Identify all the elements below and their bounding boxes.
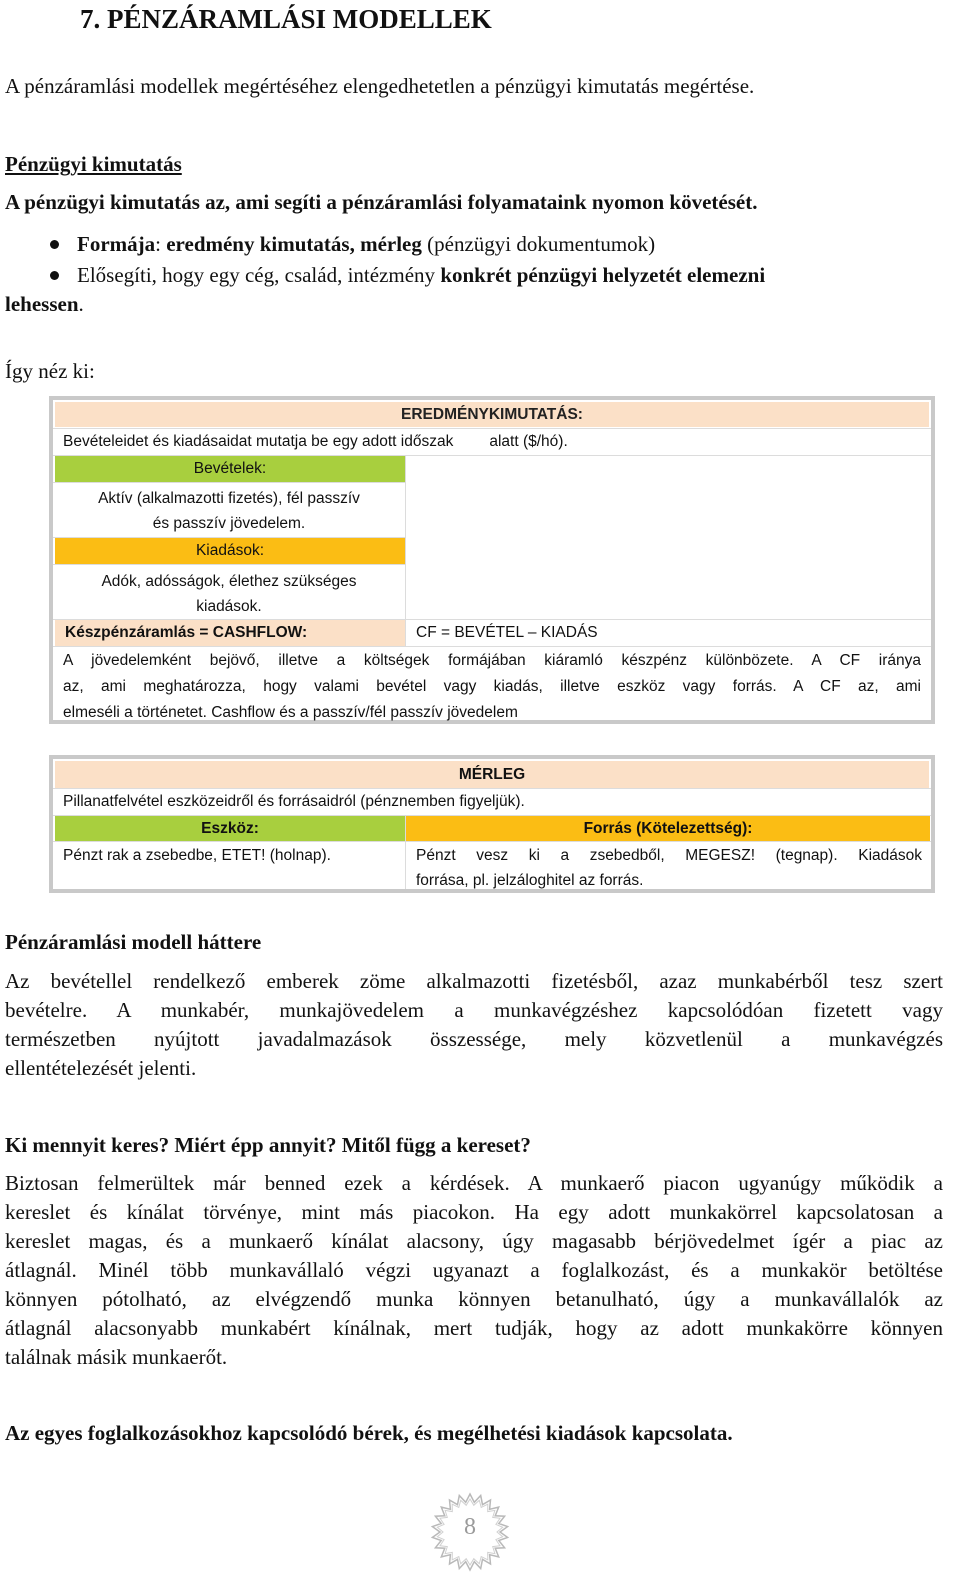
cashflow-description: A jövedelemként bejövő, illetve a költségek formájában kiáramló készpénz különbözete. A CF iránya az, ami meghatározza, hogy valami bevétel vagy kiadás, illetve eszköz vagy forrás. A CF az, ami elmeséli a történetet. Cashflow és a passzív/fél passzív jövedelem — [63, 652, 921, 721]
balance-sheet-subtitle: Pillanatfelvétel eszközeidről és forrásaidról (pénznemben figyeljük). — [63, 793, 525, 810]
expense-header: Kiadások: — [55, 538, 405, 564]
page-number: 8 — [464, 1514, 476, 1540]
bullet-item-form: Formája: eredmény kimutatás, mérleg (pénzügyi dokumentumok) — [50, 230, 655, 259]
bullet-icon — [50, 240, 59, 249]
income-statement-box — [49, 396, 935, 724]
revenue-header: Bevételek: — [55, 456, 405, 482]
cashflow-label: Készpénzáramlás = CASHFLOW: — [55, 620, 405, 646]
cashflow-formula: CF = BEVÉTEL – KIADÁS — [416, 624, 598, 641]
section-heading-background: Pénzáramlási modell háttere — [5, 930, 262, 954]
looks-like-label: Így néz ki: — [5, 359, 95, 383]
balance-sheet-box — [49, 755, 935, 893]
liability-description: Pénzt vesz ki a zsebedből, MEGESZ! (tegnap). Kiadások forrása, pl. jelzáloghitel az forrás. — [416, 847, 922, 889]
bullet-icon — [50, 271, 59, 280]
chapter-title: 7. PÉNZÁRAMLÁSI MODELLEK — [80, 4, 492, 34]
income-statement-title: EREDMÉNYKIMUTATÁS: — [55, 402, 929, 427]
earnings-paragraph: Biztosan felmerültek már benned ezek a kérdések. A munkaerő piacon ugyanúgy működik a kereslet és kínálat törvénye, mint más piacokon. Ha egy adott munkakörrel kapcsolatosan a kereslet magas, és a munkaerő kínálat alacsony, úgy magasabb bérjövedelmet ígér a piac az átlagnál. Minél több munkavállaló végzi ugyanazt a foglalkozást, és a munkakör betöltése könnyen pótolható, az elvégzendő munka könnyen betanulható, úgy a munkavállalók az átlagnál alacsonyabb munkabért kínálnak, mert tudják, hogy az adott munkakörre könnyen találnak másik munkaerőt. — [5, 1171, 943, 1369]
page-number-badge — [420, 1492, 520, 1572]
income-statement-subtitle: Bevételeidet és kiadásaidat mutatja be egy adott időszak alatt ($/hó). — [63, 433, 568, 450]
bullet-item-purpose: Elősegíti, hogy egy cég, család, intézmény konkrét pénzügyi helyzetét elemezni — [50, 261, 765, 290]
asset-header: Eszköz: — [55, 816, 405, 841]
intro-paragraph: A pénzáramlási modellek megértéséhez elengedhetetlen a pénzügyi kimutatás megértése. — [5, 74, 755, 98]
revenue-description: Aktív (alkalmazotti fizetés), fél passzív és passzív jövedelem. — [98, 490, 360, 532]
asset-description: Pénzt rak a zsebedbe, ETET! (holnap). — [63, 847, 331, 864]
liability-header: Forrás (Kötelezettség): — [406, 816, 930, 841]
section-lead: A pénzügyi kimutatás az, ami segíti a pénzáramlási folyamataink nyomon követését. — [5, 190, 758, 214]
section-heading-wages: Az egyes foglalkozásokhoz kapcsolódó bérek, és megélhetési kiadások kapcsolata. — [5, 1421, 733, 1445]
balance-sheet-title: MÉRLEG — [55, 761, 929, 788]
bullet-item-purpose-continued: lehessen. — [5, 292, 84, 316]
section-heading-financial-statement: Pénzügyi kimutatás — [5, 152, 182, 176]
background-paragraph: Az bevétellel rendelkező emberek zöme alkalmazotti fizetésből, azaz munkabérből tesz szert bevételre. A munkabér, munkajövedelem a munkavégzéshez kapcsolódóan fizetett vagy természetben nyújtott javadalmazások összessége, mely közvetlenül a munkavégzés ellentételezését jelenti. — [5, 969, 943, 1080]
section-heading-earnings: Ki mennyit keres? Miért épp annyit? Mitől függ a kereset? — [5, 1133, 531, 1157]
expense-description: Adók, adósságok, élethez szükséges kiadások. — [101, 573, 357, 615]
